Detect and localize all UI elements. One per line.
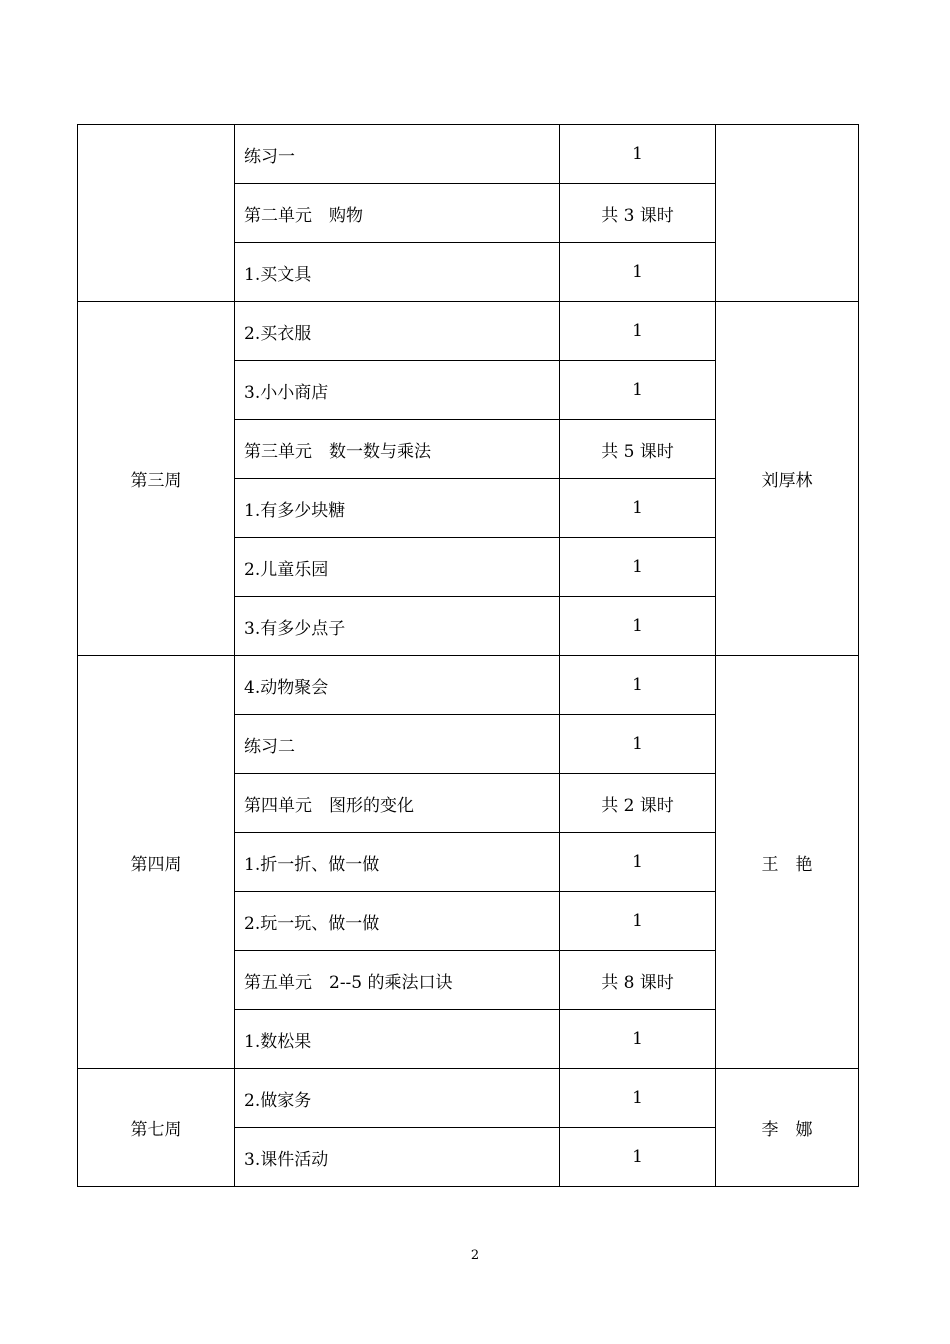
hours-cell: 共 3 课时	[560, 184, 716, 243]
lesson-cell: 第四单元 图形的变化	[235, 774, 560, 833]
lesson-cell: 3.课件活动	[235, 1128, 560, 1187]
hours-cell: 共 2 课时	[560, 774, 716, 833]
hours-cell: 1	[560, 597, 716, 656]
teacher-cell: 刘厚林	[716, 302, 859, 656]
lesson-cell: 4.动物聚会	[235, 656, 560, 715]
table-row	[78, 1069, 859, 1128]
hours-cell: 1	[560, 1010, 716, 1069]
lesson-cell: 1.折一折、做一做	[235, 833, 560, 892]
hours-cell: 1	[560, 302, 716, 361]
week-cell: 第三周	[78, 302, 235, 656]
teacher-cell: 王 艳	[716, 656, 859, 1069]
week-cell: 第四周	[78, 656, 235, 1069]
hours-cell: 1	[560, 243, 716, 302]
hours-cell: 1	[560, 1069, 716, 1128]
lesson-cell: 第五单元 2--5 的乘法口诀	[235, 951, 560, 1010]
hours-cell: 1	[560, 656, 716, 715]
teacher-cell: 李 娜	[716, 1069, 859, 1187]
lesson-cell: 1.买文具	[235, 243, 560, 302]
lesson-cell: 第三单元 数一数与乘法	[235, 420, 560, 479]
lesson-cell: 2.玩一玩、做一做	[235, 892, 560, 951]
page-number: 2	[470, 1248, 480, 1263]
lesson-cell: 3.小小商店	[235, 361, 560, 420]
hours-cell: 1	[560, 538, 716, 597]
hours-cell: 1	[560, 361, 716, 420]
hours-cell: 1	[560, 833, 716, 892]
lesson-cell: 1.有多少块糖	[235, 479, 560, 538]
lesson-cell: 练习二	[235, 715, 560, 774]
table-row	[78, 125, 859, 184]
table-row	[78, 302, 859, 361]
lesson-cell: 2.儿童乐园	[235, 538, 560, 597]
lesson-cell: 2.做家务	[235, 1069, 560, 1128]
week-cell	[78, 125, 235, 302]
hours-cell: 1	[560, 125, 716, 184]
hours-cell: 共 8 课时	[560, 951, 716, 1010]
hours-cell: 共 5 课时	[560, 420, 716, 479]
hours-cell: 1	[560, 1128, 716, 1187]
week-cell: 第七周	[78, 1069, 235, 1187]
lesson-cell: 2.买衣服	[235, 302, 560, 361]
lesson-cell: 1.数松果	[235, 1010, 560, 1069]
hours-cell: 1	[560, 715, 716, 774]
table-row	[78, 656, 859, 715]
lesson-cell: 练习一	[235, 125, 560, 184]
lesson-cell: 第二单元 购物	[235, 184, 560, 243]
schedule-table	[77, 124, 859, 1187]
teacher-cell	[716, 125, 859, 302]
hours-cell: 1	[560, 479, 716, 538]
lesson-cell: 3.有多少点子	[235, 597, 560, 656]
hours-cell: 1	[560, 892, 716, 951]
